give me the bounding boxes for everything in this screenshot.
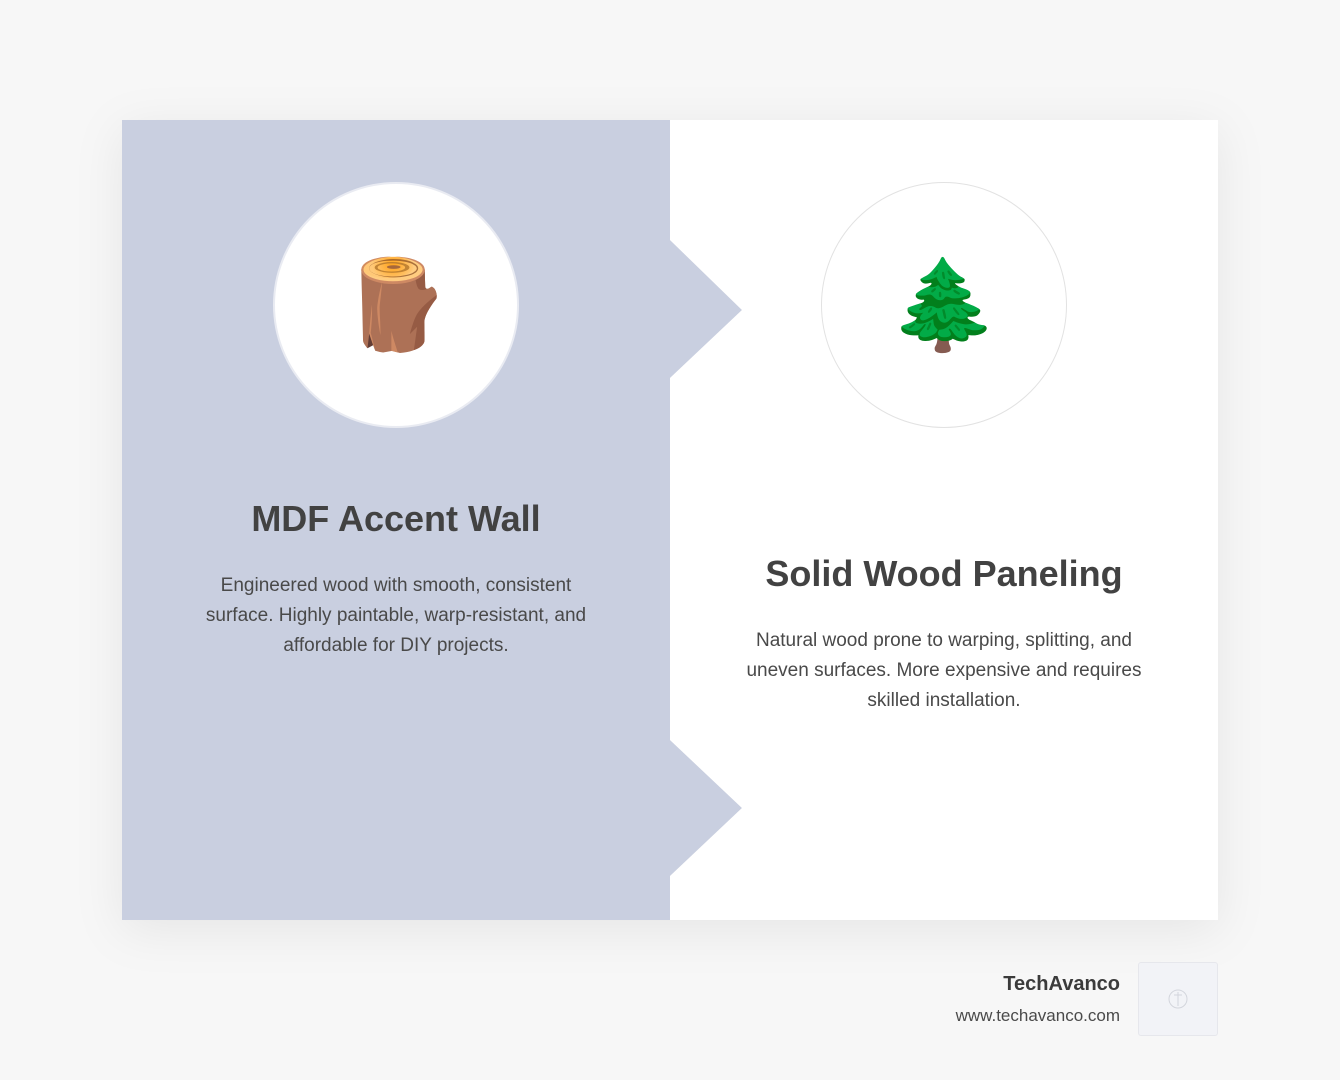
wood-log-icon: 🪵 <box>341 255 451 354</box>
footer-text <box>956 969 1120 1029</box>
footer-branding <box>956 962 1218 1036</box>
panel-left <box>122 120 670 920</box>
left-panel-title: MDF Accent Wall <box>251 498 541 539</box>
techavanco-logo-icon <box>1138 962 1218 1036</box>
brand-website: www.techavanco.com <box>955 1006 1120 1026</box>
left-icon-container <box>273 182 519 428</box>
left-panel-description: Engineered wood with smooth, consistent surface. Highly paintable, warp-resistant, and affordable for DIY projects. <box>205 574 587 656</box>
brand-name: TechAvanco <box>1003 973 1120 996</box>
right-icon-container <box>821 182 1067 428</box>
evergreen-tree-icon: 🌲 <box>889 255 999 354</box>
right-panel-title: Solid Wood Paneling <box>765 553 1123 594</box>
comparison-card <box>122 120 1218 920</box>
right-panel-description: Natural wood prone to warping, splitting, and uneven surfaces. More expensive and requires skilled installation. <box>746 629 1142 711</box>
panel-right <box>670 120 1218 920</box>
